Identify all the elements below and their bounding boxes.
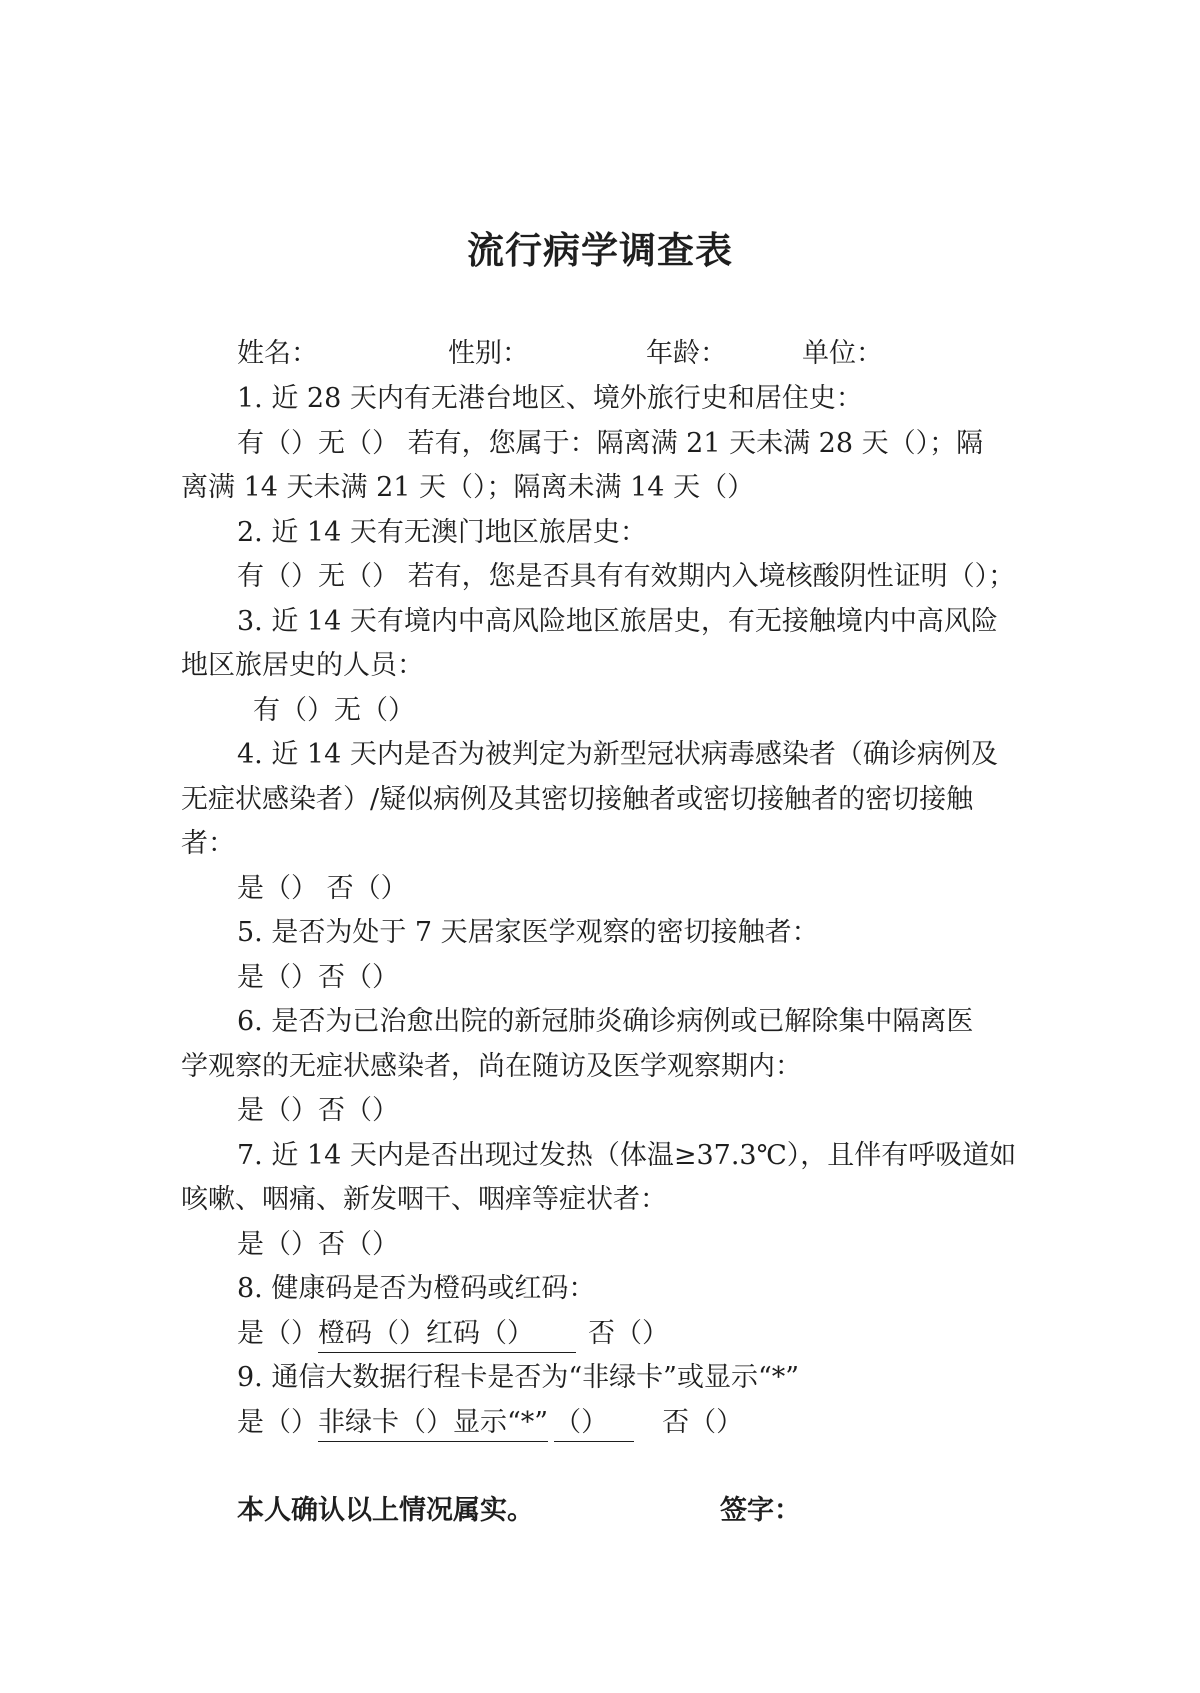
- q5-options: 是（）否（）: [237, 962, 399, 993]
- q6-question-line1: 6. 是否为已治愈出院的新冠肺炎确诊病例或已解除集中隔离医: [237, 1006, 974, 1037]
- page-title: 流行病学调查表: [467, 229, 733, 272]
- q4-question-line2: 无症状感染者）/疑似病例及其密切接触者或密切接触者的密切接触: [181, 784, 974, 815]
- q8-yes-option: 是（）: [237, 1318, 318, 1349]
- q9-options: [237, 1405, 743, 1442]
- gender-label: 性别：: [448, 338, 529, 369]
- q4-question-line3: 者：: [181, 828, 235, 859]
- q8-question: 8. 健康码是否为橙码或红码：: [237, 1273, 596, 1304]
- unit-label: 单位：: [802, 338, 883, 369]
- q9-question: 9. 通信大数据行程卡是否为“非绿卡”或显示“*”: [237, 1362, 800, 1393]
- q1-options-line2: 离满 14 天未满 21 天（）；隔离未满 14 天（）: [181, 472, 755, 503]
- q5-question: 5. 是否为处于 7 天居家医学观察的密切接触者：: [237, 917, 819, 948]
- q7-question-line1: 7. 近 14 天内是否出现过发热（体温≥37.3℃），且伴有呼吸道如: [237, 1140, 1017, 1171]
- q9-sub-options: [318, 1405, 548, 1442]
- q8-sub-options-text: 橙码（）红码（）: [318, 1318, 534, 1349]
- q6-question-line2: 学观察的无症状感染者，尚在随访及医学观察期内：: [181, 1051, 802, 1082]
- q1-options-line1: 有（）无（） 若有，您属于：隔离满 21 天未满 28 天（）；隔: [237, 428, 984, 459]
- q9-sub-options-text: 非绿卡（）显示“*”: [318, 1407, 549, 1438]
- q1-question: 1. 近 28 天内有无港台地区、境外旅行史和居住史：: [237, 383, 863, 414]
- q2-options: 有（）无（） 若有，您是否具有有效期内入境核酸阴性证明（）；: [237, 561, 1016, 592]
- q9-no-option: 否（）: [662, 1407, 744, 1438]
- q6-options: 是（）否（）: [237, 1095, 399, 1126]
- age-label: 年龄：: [646, 338, 727, 369]
- q9-sub-options-2-text: （）: [554, 1407, 609, 1438]
- q8-no-option: 否（）: [588, 1318, 669, 1349]
- signature-label: 签字：: [720, 1495, 801, 1526]
- q3-question-line2: 地区旅居史的人员：: [181, 650, 424, 681]
- q3-question-line1: 3. 近 14 天有境内中高风险地区旅居史，有无接触境内中高风险: [237, 606, 998, 637]
- q8-sub-options: [318, 1316, 576, 1353]
- q4-question-line1: 4. 近 14 天内是否为被判定为新型冠状病毒感染者（确诊病例及: [237, 739, 998, 770]
- q8-options: [237, 1316, 669, 1353]
- q2-question: 2. 近 14 天有无澳门地区旅居史：: [237, 517, 647, 548]
- q9-yes-option: 是（）: [237, 1407, 318, 1438]
- confirmation-statement: 本人确认以上情况属实。: [237, 1495, 534, 1526]
- q9-sub-options-2: [554, 1405, 634, 1442]
- q3-options: 有（）无（）: [253, 695, 415, 726]
- name-label: 姓名：: [237, 338, 318, 369]
- q7-question-line2: 咳嗽、咽痛、新发咽干、咽痒等症状者：: [181, 1184, 667, 1215]
- q4-options: 是（） 否（）: [237, 873, 408, 904]
- q7-options: 是（）否（）: [237, 1229, 399, 1260]
